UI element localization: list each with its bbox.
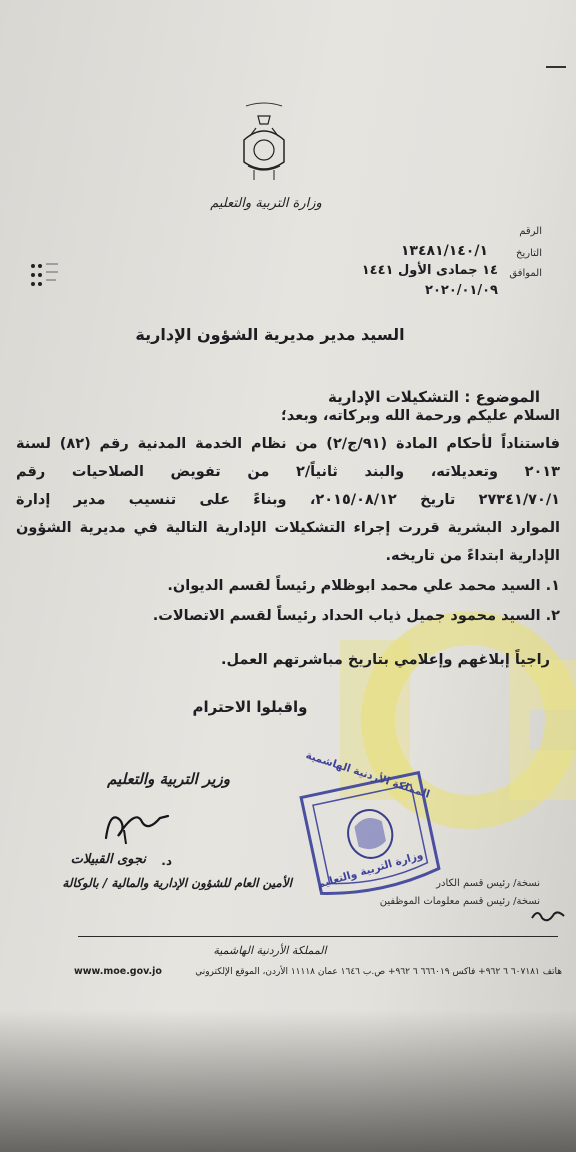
footer-website-link[interactable]: www.moe.gov.jo xyxy=(74,966,162,977)
ref-date-value: ١٣٤٨١/١٤٠/١ xyxy=(400,243,488,259)
body-line: الإدارية ابتداءً من تاريخه. xyxy=(385,548,560,564)
body-line: ٢٠١٣ وتعديلاته، والبند ثانياً/٢ من تفويض الصلاحيات رقم xyxy=(16,464,560,480)
ref-hijri-value: ١٤ جمادى الأول ١٤٤١ xyxy=(361,263,498,278)
closing: واقبلوا الاحترام xyxy=(192,698,308,716)
handwritten-signature-icon xyxy=(96,800,176,850)
corner-mark xyxy=(546,66,566,68)
body-line: ٢٧٣٤١/٧٠/١ تاريخ ٢٠١٥/٠٨/١٢، وبناءً على تنسيب مدير إدارة xyxy=(16,492,560,508)
seal-top-text: المملكة الأردنية الهاشمية xyxy=(304,749,432,801)
recipient: السيد مدير مديرية الشؤون الإدارية xyxy=(135,325,405,344)
ref-greg-value: ٢٠٢٠/٠١/٠٩ xyxy=(425,283,498,298)
photo-shadow xyxy=(0,1010,576,1152)
signatory-name: نجوى القبيلات xyxy=(70,852,146,867)
signatory-role: الأمين العام للشؤون الإدارية والمالية / بالوكالة xyxy=(62,876,292,890)
footer-country: المملكة الأردنية الهاشمية xyxy=(213,944,327,957)
body-line: الموارد البشرية قررت إجراء التشكيلات الإدارية التالية في مديرية الشؤون xyxy=(16,520,560,536)
signatory-prefix: د. xyxy=(161,854,172,868)
ref-number-label: الرقم xyxy=(519,226,542,237)
list-item: ٢. السيد محمود جميل ذياب الحداد رئيساً لقسم الاتصالات. xyxy=(152,608,560,624)
request-line: راجياً إبلاغهم وإعلامي بتاريخ مباشرتهم العمل. xyxy=(220,652,550,668)
jordan-emblem-icon xyxy=(236,100,292,190)
signatory-title: وزير التربية والتعليم xyxy=(107,770,230,788)
seal-bottom-text: وزارة التربية والتعليم xyxy=(315,849,425,891)
list-item: ١. السيد محمد علي محمد ابوظلام رئيساً لقسم الديوان. xyxy=(167,578,560,594)
body-line: فاستناداً لأحكام المادة (٩١/ج/٢) من نظام الخدمة المدنية رقم (٨٢) لسنة xyxy=(16,436,561,452)
small-stamp-icon xyxy=(26,258,58,292)
footer-divider xyxy=(78,936,558,937)
greeting: السلام عليكم ورحمة الله وبركاته، وبعد؛ xyxy=(281,408,560,424)
ref-date-label: التاريخ xyxy=(516,248,542,259)
subject: الموضوع : التشكيلات الإدارية xyxy=(327,388,540,406)
copy-line: نسخة/ رئيس قسم الكادر xyxy=(436,878,540,889)
copy-line: نسخة/ رئيس قسم معلومات الموظفين xyxy=(379,896,540,907)
initials-icon xyxy=(530,904,566,926)
ref-hijri-label: الموافق xyxy=(509,268,542,279)
ministry-name: وزارة التربية والتعليم xyxy=(210,196,322,211)
footer-contact: هاتف ٦٠٧١٨١ ٦ ٩٦٢+ فاكس ٦٦٦٠١٩ ٦ ٩٦٢+ ص.ب ١٦٤٦ عمان ١١١١٨ الأردن، الموقع الإلكتروني xyxy=(195,967,562,977)
